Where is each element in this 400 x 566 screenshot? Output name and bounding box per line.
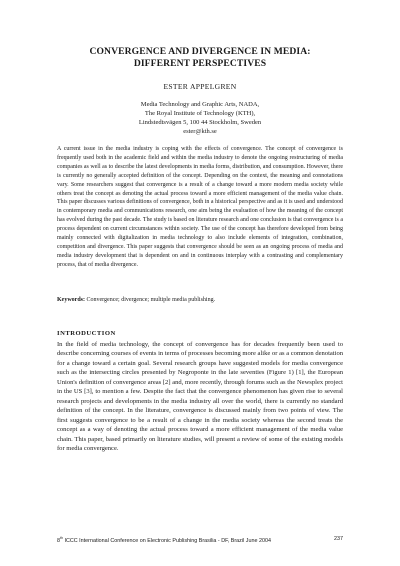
author-name: ESTER APPELGREN <box>163 82 237 91</box>
conference-ordinal-suffix: th <box>60 536 63 540</box>
author-email: ester@kth.se <box>183 128 217 135</box>
keywords-line <box>57 296 343 304</box>
conference-ordinal: 8 <box>57 537 60 544</box>
keywords-list: Convergence; divergence; multiple media publishing. <box>86 297 216 303</box>
paper-title <box>40 46 360 70</box>
conference-line <box>57 536 271 544</box>
introduction-paragraph: In the field of media technology, the concept of convergence has for decades frequently been used to describe concerning courses of events in terms of processes becoming more alike or as a common denotation for a change toward a certain goal. Several research groups have suggested models for media convergence such as the intersecting circles presented by Negroponte in the late seventies (Figure 1) [1], the European Union's definition of convergence areas [2] and, more recently, through forums such as the Newsplex project in the US [3], to mention a few. Despite the fact that the convergence phenomenon has given rise to several research projects and developments in the media industry all over the world, there is currently no standard definition of the concept. In the literature, convergence is discussed mainly from two points of view. The first suggests convergence to be a result of a change in the media society whereas the second treats the concept as a way of denoting the actual process toward a more efficient management of the media value chain. This paper, based primarily on literature studies, will present a review of some of the existing models for media convergence. <box>57 341 343 452</box>
section-heading-introduction: INTRODUCTION <box>57 330 116 337</box>
abstract-text: A current issue in the media industry is coping with the effects of convergence. The concept of convergence is frequently used both in the academic field and within the media industry to denote the ongoing restructuring of media companies as well as to describe the latest developments in media forms, distribution, and consumption. However, there is currently no generally accepted definition of the concept. Depending on the context, the meaning and connotations vary. Some researchers suggest that convergence is a result of a change toward a more modern media society while others treat the concept as denoting the actual process toward a more efficient management of the media value chain. This paper discusses various definitions of convergence, both in a historical perspective and as it is used and understood in contemporary media and communications research, one aim being the evaluation of how the meaning of the concept has evolved during the past decade. The study is based on literature research and one conclusion is that convergence is a process dependent on current circumstances within society. The use of the concept has therefore developed from being mainly connected with digitalization in media technology to also include elements of integration, combination, competition and divergence. This paper suggests that convergence should be seen as an ongoing process of media and media industry development that is dependent on and in continuous interplay with a contrasting and complementary process, that of media divergence. <box>57 146 343 268</box>
conference-name: ICCC International Conference on Electronic Publishing Brasilia - DF, Brazil June 2004 <box>63 537 271 544</box>
affiliation-line: Lindstedtsvägen 5, 100 44 Stockholm, Sweden <box>138 119 262 126</box>
affiliation-block <box>40 100 360 136</box>
keywords-label: Keywords: <box>57 297 85 303</box>
affiliation-line: The Royal Institute of Technology (KTH), <box>144 110 256 117</box>
page-number: 237 <box>334 536 343 542</box>
title-line-2: DIFFERENT PERSPECTIVES <box>133 58 267 69</box>
title-line-1: CONVERGENCE AND DIVERGENCE IN MEDIA: <box>89 46 311 57</box>
affiliation-line: Media Technology and Graphic Arts, NADA, <box>140 101 260 108</box>
